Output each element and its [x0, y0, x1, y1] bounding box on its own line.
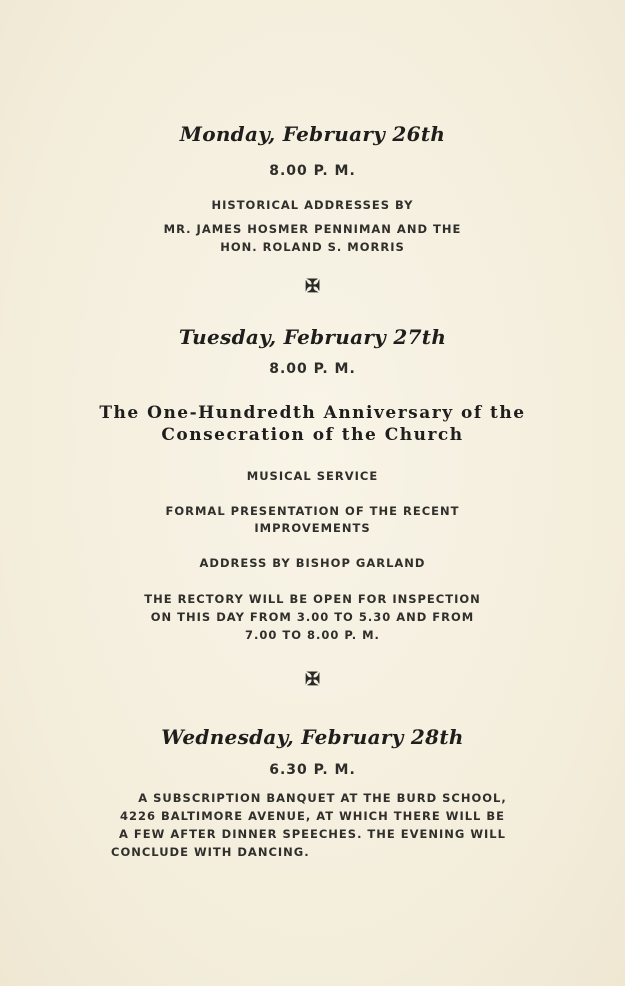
monday-line-1: HISTORICAL ADDRESSES BY — [211, 198, 414, 212]
tuesday-title-line-1: The One-Hundredth Anniversary of the — [99, 403, 526, 423]
tuesday-time: 8.00 P. M. — [269, 361, 356, 377]
wednesday-heading: Wednesday, February 28th — [161, 725, 464, 749]
wednesday-line-2: 4226 BALTIMORE AVENUE, AT WHICH THERE WILL BE — [119, 809, 506, 823]
cross-divider-2: ✠ — [304, 669, 321, 690]
cross-divider-1: ✠ — [304, 276, 321, 297]
wednesday-time: 6.30 P. M. — [269, 762, 356, 778]
tuesday-title-line-2: Consecration of the Church — [161, 425, 464, 445]
monday-heading: Monday, February 26th — [179, 122, 446, 146]
tuesday-heading: Tuesday, February 27th — [178, 325, 447, 349]
tuesday-presentation-line-2: IMPROVEMENTS — [254, 521, 371, 535]
tuesday-musical-service: MUSICAL SERVICE — [246, 469, 379, 483]
tuesday-rectory-line-3: 7.00 TO 8.00 P. M. — [245, 628, 380, 642]
monday-line-3: HON. ROLAND S. MORRIS — [220, 240, 405, 254]
tuesday-presentation-line-1: FORMAL PRESENTATION OF THE RECENT — [165, 504, 460, 518]
wednesday-line-4: CONCLUDE WITH DANCING. — [111, 845, 310, 859]
tuesday-rectory-line-2: ON THIS DAY FROM 3.00 TO 5.30 AND FROM — [150, 610, 475, 624]
tuesday-address: ADDRESS BY BISHOP GARLAND — [199, 556, 426, 570]
wednesday-line-3: A FEW AFTER DINNER SPEECHES. THE EVENING WILL — [119, 827, 506, 841]
monday-line-2: MR. JAMES HOSMER PENNIMAN AND THE — [163, 222, 462, 236]
wednesday-line-1: A SUBSCRIPTION BANQUET AT THE BURD SCHOOL, — [138, 791, 507, 805]
monday-time: 8.00 P. M. — [269, 163, 356, 179]
tuesday-rectory-line-1: THE RECTORY WILL BE OPEN FOR INSPECTION — [144, 592, 481, 606]
